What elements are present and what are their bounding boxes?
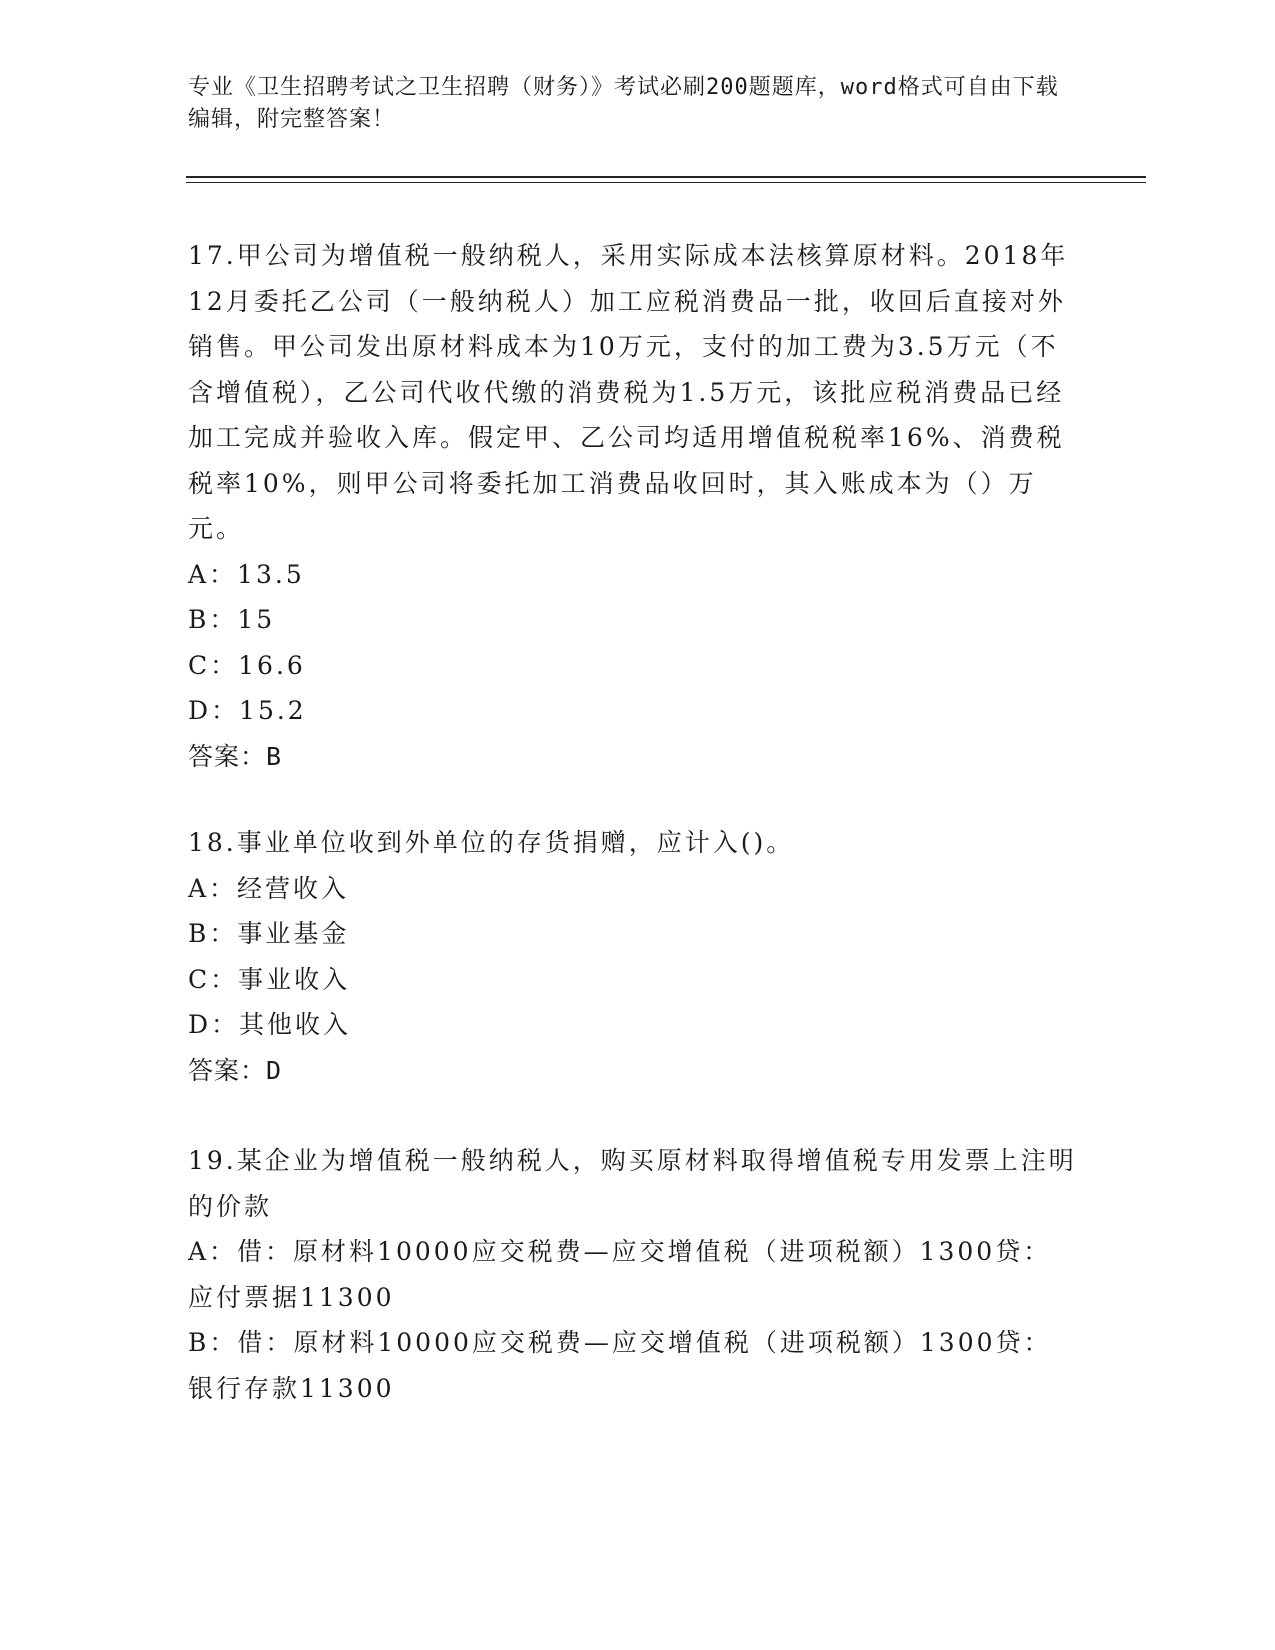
option-b: B：15	[188, 605, 276, 634]
question-18	[188, 820, 1078, 1093]
option-a: A：13.5	[188, 559, 305, 589]
document-header: 专业《卫生招聘考试之卫生招聘（财务）》考试必刷200题题库，word格式可自由下载编辑，附完整答案！	[188, 75, 1059, 132]
question-stem: 17.甲公司为增值税一般纳税人，采用实际成本法核算原材料。2018年12月委托乙公司（一般纳税人）加工应税消费品一批，收回后直接对外销售。甲公司发出原材料成本为10万元，支付的加工费为3.5万元（不含增值税），乙公司代收代缴的消费税为1.5万元，该批应税消费品已经加工完成并验收入库。假定甲、乙公司均适用增值税税率16%、消费税税率10%，则甲公司将委托加工消费品收回时，其入账成本为（）万元。	[188, 241, 1069, 543]
option-a: A：经营收入	[188, 873, 350, 903]
header-rule-thin	[186, 182, 1146, 183]
question-stem: 19.某企业为增值税一般纳税人，购买原材料取得增值税专用发票上注明的价款	[188, 1146, 1077, 1221]
question-19	[188, 1138, 1078, 1411]
option-d: D：15.2	[188, 696, 307, 725]
option-b: B：事业基金	[188, 919, 350, 948]
option-b: B：借：原材料10000应交税费—应交增值税（进项税额）1300贷：银行存款11300	[188, 1328, 1052, 1403]
answer: 答案：D	[188, 1055, 283, 1085]
header-rule-thick	[186, 176, 1146, 178]
option-d: D：其他收入	[188, 1010, 352, 1039]
option-a: A：借：原材料10000应交税费—应交增值税（进项税额）1300贷：应付票据11300	[188, 1237, 1052, 1312]
question-stem: 18.事业单位收到外单位的存货捐赠，应计入()。	[188, 828, 795, 857]
option-c: C：16.6	[188, 650, 306, 680]
answer: 答案：B	[188, 741, 283, 771]
question-17	[188, 233, 1078, 779]
option-c: C：事业收入	[188, 964, 351, 994]
